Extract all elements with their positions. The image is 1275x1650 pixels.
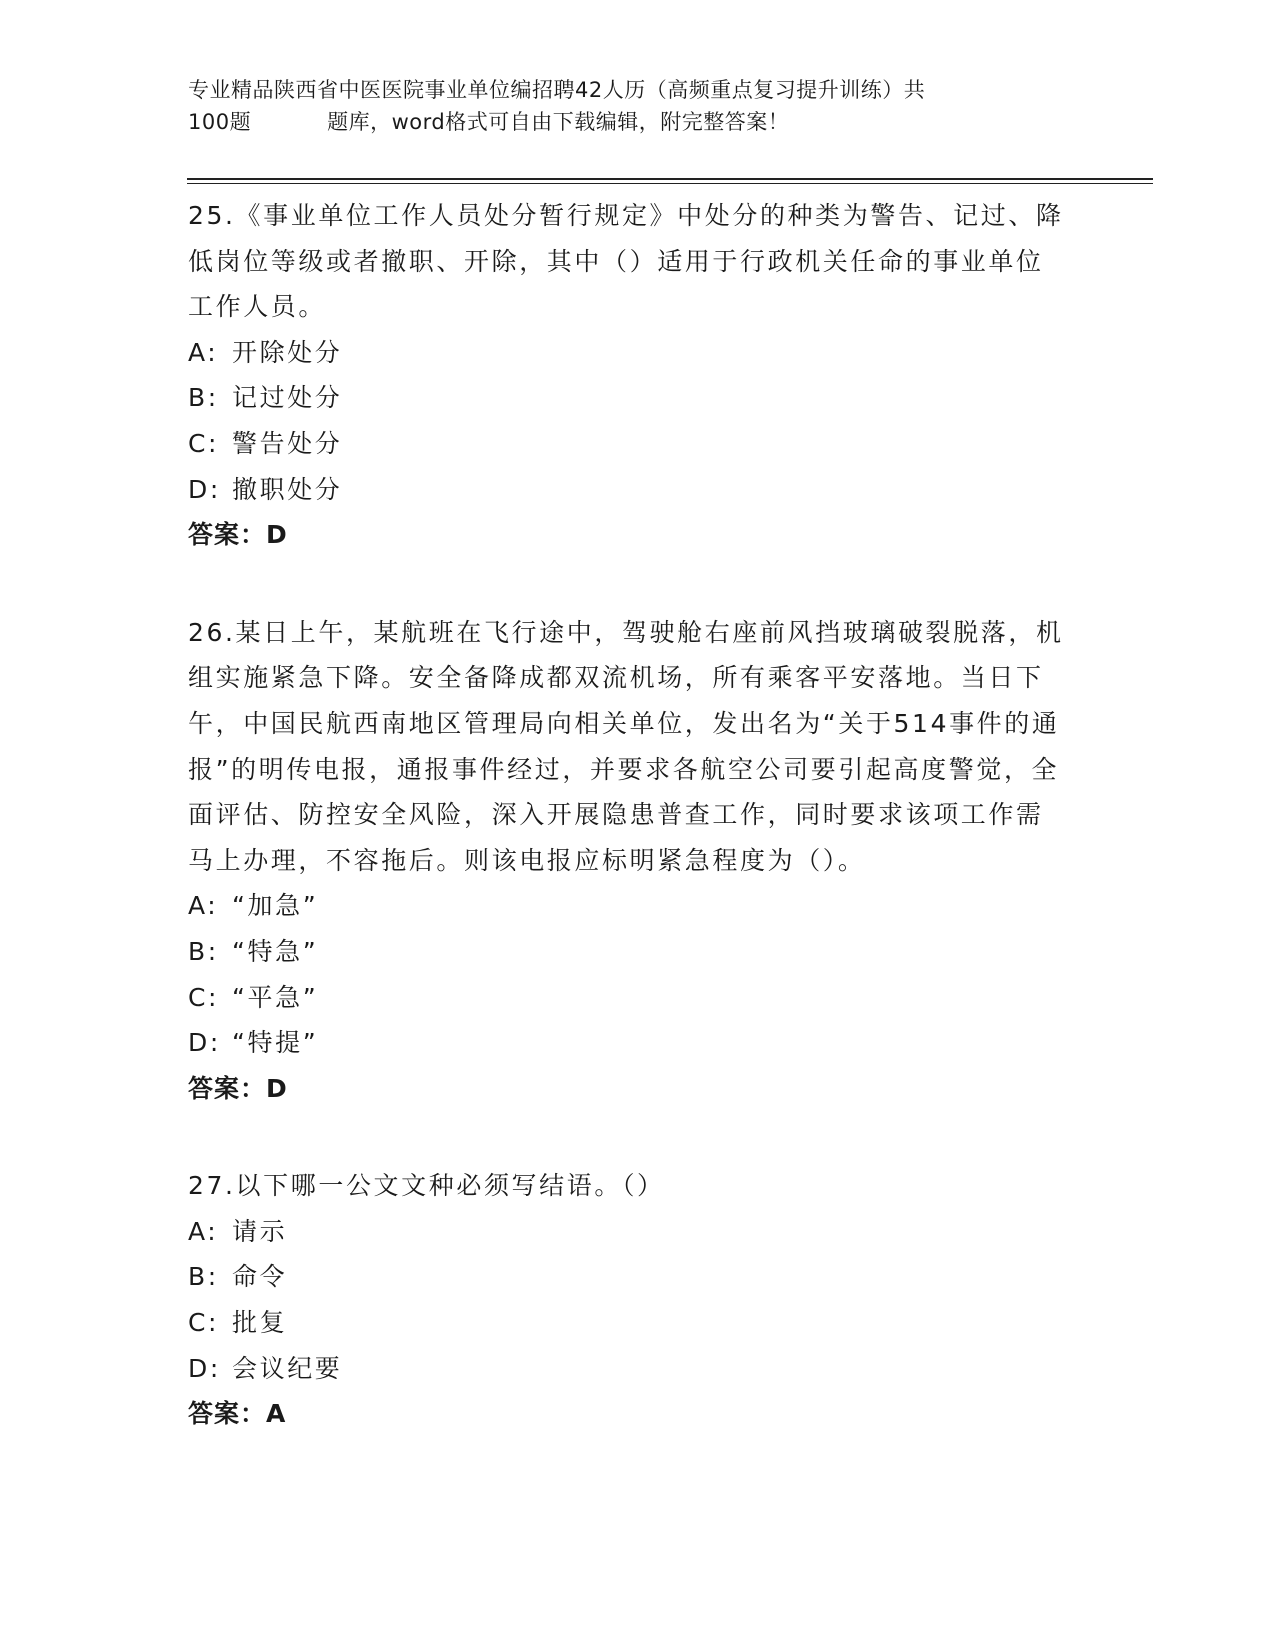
option-text: “加急” — [232, 891, 319, 921]
option-letter: D: — [188, 1353, 221, 1383]
option-c — [188, 421, 1068, 467]
option-b — [188, 1254, 1068, 1300]
option-d — [188, 1346, 1068, 1392]
question-27 — [188, 1163, 1068, 1437]
option-text: 开除处分 — [232, 337, 343, 367]
option-text: “特急” — [232, 936, 319, 966]
option-text: 记过处分 — [232, 383, 343, 413]
option-list — [188, 330, 1068, 512]
option-letter: B: — [188, 383, 219, 413]
option-a — [188, 330, 1068, 376]
header-title-line: 专业精品陕西省中医医院事业单位编招聘42人历（高频重点复习提升训练）共 — [188, 78, 926, 102]
option-letter: A: — [188, 1216, 219, 1246]
answer-label: 答案：D — [188, 520, 288, 550]
option-d — [188, 467, 1068, 513]
question-list — [188, 193, 1068, 1489]
option-c — [188, 975, 1068, 1021]
option-letter: B: — [188, 1262, 219, 1292]
option-c — [188, 1300, 1068, 1346]
header-subtitle-line — [188, 106, 1048, 138]
option-letter: C: — [188, 428, 220, 458]
option-text: 警告处分 — [232, 428, 343, 458]
option-text: 批复 — [232, 1308, 288, 1338]
option-list — [188, 1209, 1068, 1391]
option-b — [188, 929, 1068, 975]
option-text: “特提” — [232, 1028, 319, 1058]
option-letter: C: — [188, 982, 220, 1012]
option-letter: B: — [188, 936, 219, 966]
answer-label: 答案：D — [188, 1073, 288, 1103]
option-text: 会议纪要 — [232, 1353, 343, 1383]
option-text: 命令 — [232, 1262, 288, 1292]
header-divider-thick — [187, 178, 1153, 180]
option-text: 撤职处分 — [232, 474, 343, 504]
option-d — [188, 1020, 1068, 1066]
option-list — [188, 883, 1068, 1065]
option-letter: A: — [188, 337, 219, 367]
option-letter: A: — [188, 891, 219, 921]
header-divider-thin — [187, 183, 1153, 184]
option-a — [188, 1209, 1068, 1255]
header-description: 题库，word格式可自由下载编辑，附完整答案！ — [327, 110, 790, 134]
question-25 — [188, 193, 1068, 558]
option-letter: D: — [188, 474, 221, 504]
question-stem: 26.某日上午，某航班在飞行途中，驾驶舱右座前风挡玻璃破裂脱落，机组实施紧急下降。安全备降成都双流机场，所有乘客平安落地。当日下午，中国民航西南地区管理局向相关单位，发出名为“关于514事件的通报”的明传电报，通报事件经过，并要求各航空公司要引起高度警觉，全面评估、防控安全风险，深入开展隐患普查工作，同时要求该项工作需马上办理，不容拖后。则该电报应标明紧急程度为（）。 — [188, 617, 1064, 875]
header-question-count: 100题 — [188, 110, 252, 134]
option-letter: D: — [188, 1028, 221, 1058]
answer-label: 答案：A — [188, 1399, 287, 1429]
page-header — [188, 74, 1048, 138]
question-stem: 25.《事业单位工作人员处分暂行规定》中处分的种类为警告、记过、降低岗位等级或者撤职、开除，其中（）适用于行政机关任命的事业单位工作人员。 — [188, 201, 1064, 322]
option-text: 请示 — [232, 1216, 288, 1246]
option-b — [188, 375, 1068, 421]
question-26 — [188, 610, 1068, 1112]
option-a — [188, 883, 1068, 929]
option-letter: C: — [188, 1308, 220, 1338]
question-stem: 27.以下哪一公文文种必须写结语。（） — [188, 1171, 665, 1201]
option-text: “平急” — [232, 982, 319, 1012]
